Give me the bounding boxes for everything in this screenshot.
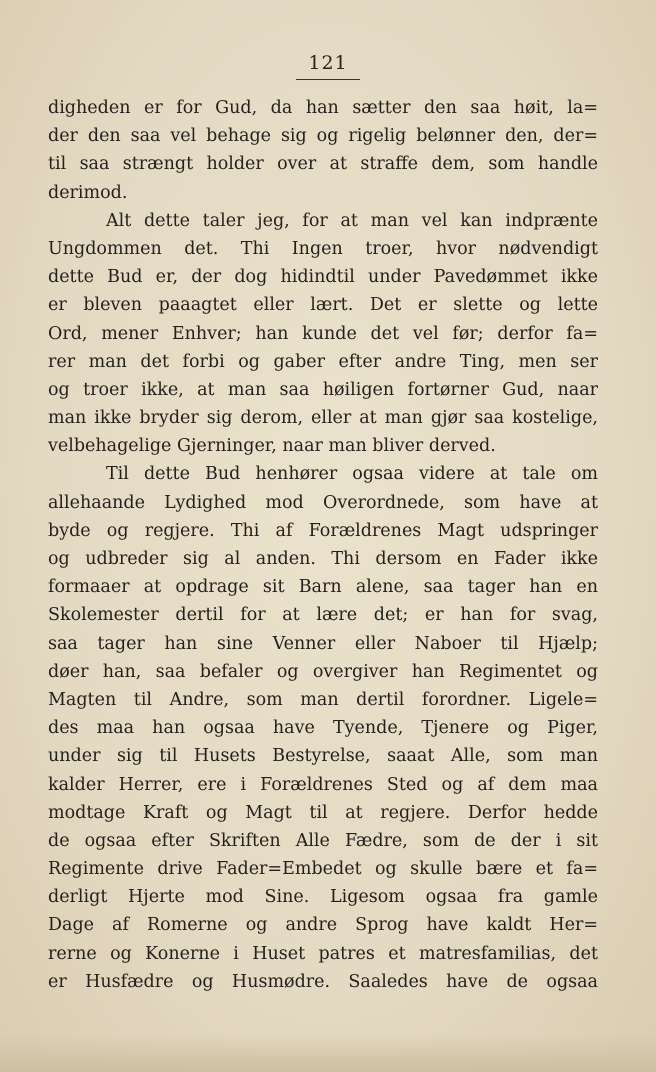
- text-line: der den saa vel behage sig og rigelig belønner den, der=: [48, 126, 598, 147]
- page-number: 121: [308, 52, 348, 74]
- text-line: modtage Kraft og Magt til at regjere. Derfor hedde: [48, 802, 598, 823]
- text-line: døer han, saa befaler og overgiver han Regimentet og: [48, 661, 598, 682]
- text-line: allehaande Lydighed mod Overordnede, som have at: [48, 492, 598, 513]
- text-line: kalder Herrer, ere i Forældrenes Sted og af dem maa: [48, 774, 598, 795]
- text-line: formaaer at opdrage sit Barn alene, saa tager han en: [48, 577, 598, 598]
- text-line: Regimente drive Fader=Embedet og skulle bære et fa=: [48, 859, 598, 880]
- text-line: og troer ikke, at man saa høiligen fortørner Gud, naar: [48, 379, 598, 400]
- text-line: rer man det forbi og gaber efter andre Ting, men ser: [48, 351, 598, 372]
- text-line: og udbreder sig al anden. Thi dersom en Fader ikke: [48, 549, 598, 569]
- body-text: [48, 94, 598, 996]
- text-line: til saa strængt holder over at straffe dem, som handle: [48, 154, 598, 175]
- text-line: velbehagelige Gjerninger, naar man bliver derved.: [48, 436, 496, 457]
- text-line: Ungdommen det. Thi Ingen troer, hvor nødvendigt: [48, 238, 598, 259]
- text-line: derligt Hjerte mod Sine. Ligesom ogsaa fra gamle: [48, 887, 598, 908]
- text-line: Alt dette taler jeg, for at man vel kan indprænte: [106, 210, 598, 231]
- text-line: de ogsaa efter Skriften Alle Fædre, som de der i sit: [48, 830, 598, 851]
- text-line: Til dette Bud henhører ogsaa videre at tale om: [106, 464, 598, 485]
- text-line: saa tager han sine Venner eller Naboer til Hjælp;: [48, 633, 598, 654]
- page-bottom-edge: [0, 1034, 656, 1072]
- text-line: Dage af Romerne og andre Sprog have kaldt Her=: [48, 915, 598, 936]
- text-line: dette Bud er, der dog hidindtil under Pavedømmet ikke: [48, 267, 598, 288]
- text-line: er Husfædre og Husmødre. Saaledes have de ogsaa: [48, 971, 598, 992]
- text-line: man ikke bryder sig derom, eller at man gjør saa kostelige,: [48, 408, 598, 429]
- text-line: digheden er for Gud, da han sætter den saa høit, la=: [48, 98, 598, 118]
- text-line: Magten til Andre, som man dertil forordner. Ligele=: [48, 689, 598, 710]
- page-number-rule: [296, 79, 360, 80]
- text-line: derimod.: [48, 182, 128, 203]
- text-line: rerne og Konerne i Huset patres et matresfamilias, det: [48, 943, 598, 964]
- text-line: Ord, mener Enhver; han kunde det vel før; derfor fa=: [48, 323, 598, 344]
- text-line: des maa han ogsaa have Tyende, Tjenere og Piger,: [48, 718, 598, 739]
- text-line: er bleven paaagtet eller lært. Det er slette og lette: [48, 295, 598, 316]
- text-line: byde og regjere. Thi af Forældrenes Magt udspringer: [48, 520, 598, 541]
- text-line: under sig til Husets Bestyrelse, saaat Alle, som man: [48, 746, 598, 767]
- text-line: Skolemester dertil for at lære det; er han for svag,: [48, 605, 598, 626]
